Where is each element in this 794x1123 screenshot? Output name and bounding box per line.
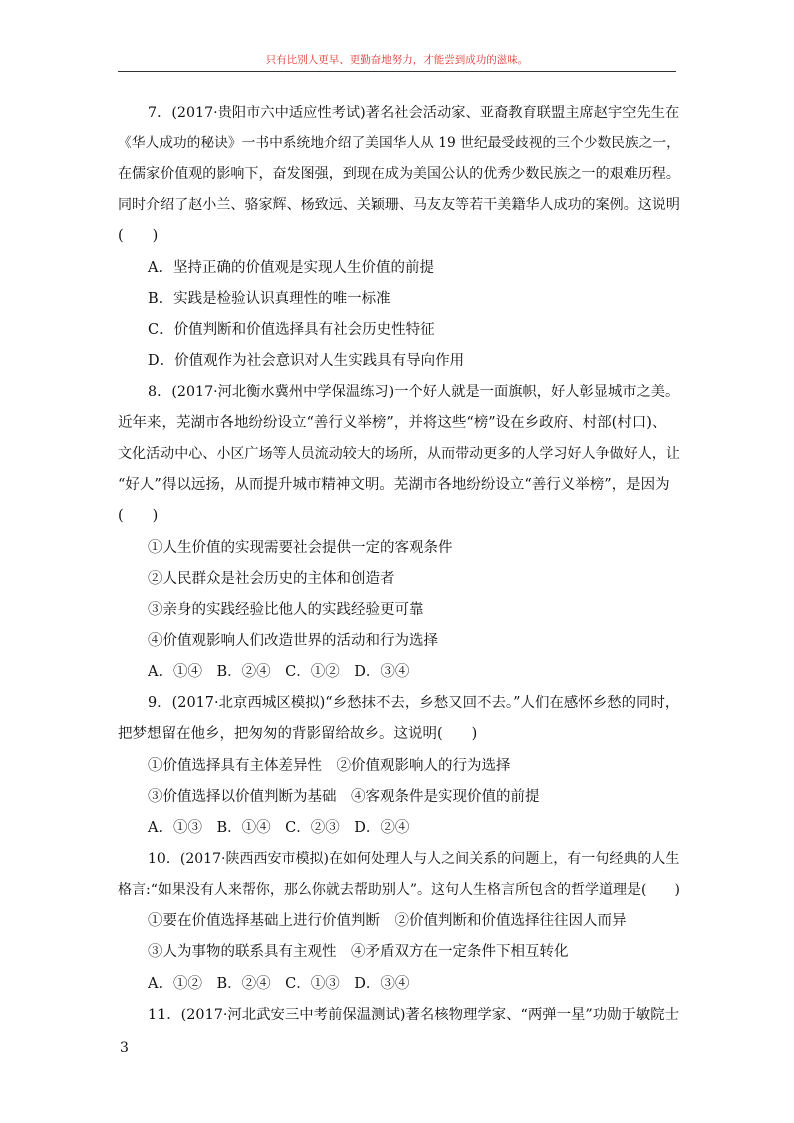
q7-line-2: 《华人成功的秘诀》一书中系统地介绍了美国华人从 19 世纪最受歧视的三个少数民族之一，	[118, 135, 680, 151]
q7-line-3: 在儒家价值观的影响下，奋发图强，到现在成为美国公认的优秀少数民族之一的艰难历程。	[118, 166, 680, 182]
q8-statement-2: ②人民群众是社会历史的主体和创造者	[148, 571, 395, 587]
q7-option-d: D．价值观作为社会意识对人生实践具有导向作用	[148, 353, 465, 369]
q7-option-b: B．实践是检验认识真理性的唯一标准	[148, 291, 391, 307]
q7-line-4: 同时介绍了赵小兰、骆家辉、杨致远、关颖珊、马友友等若干美籍华人成功的案例。这说明	[118, 197, 680, 213]
q8-statement-4: ④价值观影响人们改造世界的活动和行为选择	[148, 633, 438, 649]
q8-answer-blank: ( )	[118, 508, 159, 524]
q8-line-1: 8．(2017·河北衡水冀州中学保温练习)一个好人就是一面旗帜，好人彰显城市之美。	[148, 384, 680, 400]
q8-line-3: 文化活动中心、小区广场等人员流动较大的场所，从而带动更多的人学习好人争做好人，让	[118, 446, 680, 462]
q7-line-1: 7．(2017·贵阳市六中适应性考试)著名社会活动家、亚裔教育联盟主席赵宇空先生在	[148, 105, 680, 121]
header-motto: 只有比别人更早、更勤奋地努力，才能尝到成功的滋味。	[265, 54, 529, 66]
q10-line-1: 10．(2017·陕西西安市模拟)在如何处理人与人之间关系的问题上，有一句经典的人生	[148, 851, 680, 867]
q8-line-2: 近年来，芜湖市各地纷纷设立“善行义举榜”，并将这些“榜”设在乡政府、村部(村口)、	[118, 415, 667, 431]
q10-line-2: 格言:“如果没有人来帮你，那么你就去帮助别人”。这句人生格言所包含的哲学道理是( )	[118, 882, 680, 898]
page-number: 3	[120, 1040, 129, 1056]
q8-statement-1: ①人生价值的实现需要社会提供一定的客观条件	[148, 540, 453, 556]
q7-answer-blank: ( )	[118, 228, 159, 244]
q9-statements-3-4: ③价值选择以价值判断为基础 ④客观条件是实现价值的前提	[148, 789, 540, 805]
q8-line-4: “好人”得以远扬，从而提升城市精神文明。芜湖市各地纷纷设立“善行义举榜”，是因为	[118, 477, 670, 493]
q9-statements-1-2: ①价值选择具有主体差异性 ②价值观影响人的行为选择	[148, 758, 511, 774]
q7-option-c: C．价值判断和价值选择具有社会历史性特征	[148, 322, 435, 338]
q10-options: A．①② B．②④ C．①③ D．③④	[148, 976, 410, 992]
q9-line-1: 9．(2017·北京西城区模拟)“乡愁抹不去，乡愁又回不去。”人们在感怀乡愁的同时，	[148, 695, 680, 711]
q10-statements-3-4: ③人为事物的联系具有主观性 ④矛盾双方在一定条件下相互转化	[148, 944, 569, 960]
q9-line-2: 把梦想留在他乡，把匆匆的背影留给故乡。这说明( )	[118, 726, 478, 742]
q9-options: A．①③ B．①④ C．②③ D．②④	[148, 820, 410, 836]
header-rule	[118, 71, 676, 72]
q11-line-1: 11．(2017·河北武安三中考前保温测试)著名核物理学家、“两弹一星”功勋于敏院士	[148, 1007, 679, 1023]
q7-option-a: A．坚持正确的价值观是实现人生价值的前提	[148, 260, 434, 276]
q8-options: A．①④ B．②④ C．①② D．③④	[148, 664, 410, 680]
q10-statements-1-2: ①要在价值选择基础上进行价值判断 ②价值判断和价值选择往往因人而异	[148, 913, 627, 929]
q8-statement-3: ③亲身的实践经验比他人的实践经验更可靠	[148, 602, 424, 618]
